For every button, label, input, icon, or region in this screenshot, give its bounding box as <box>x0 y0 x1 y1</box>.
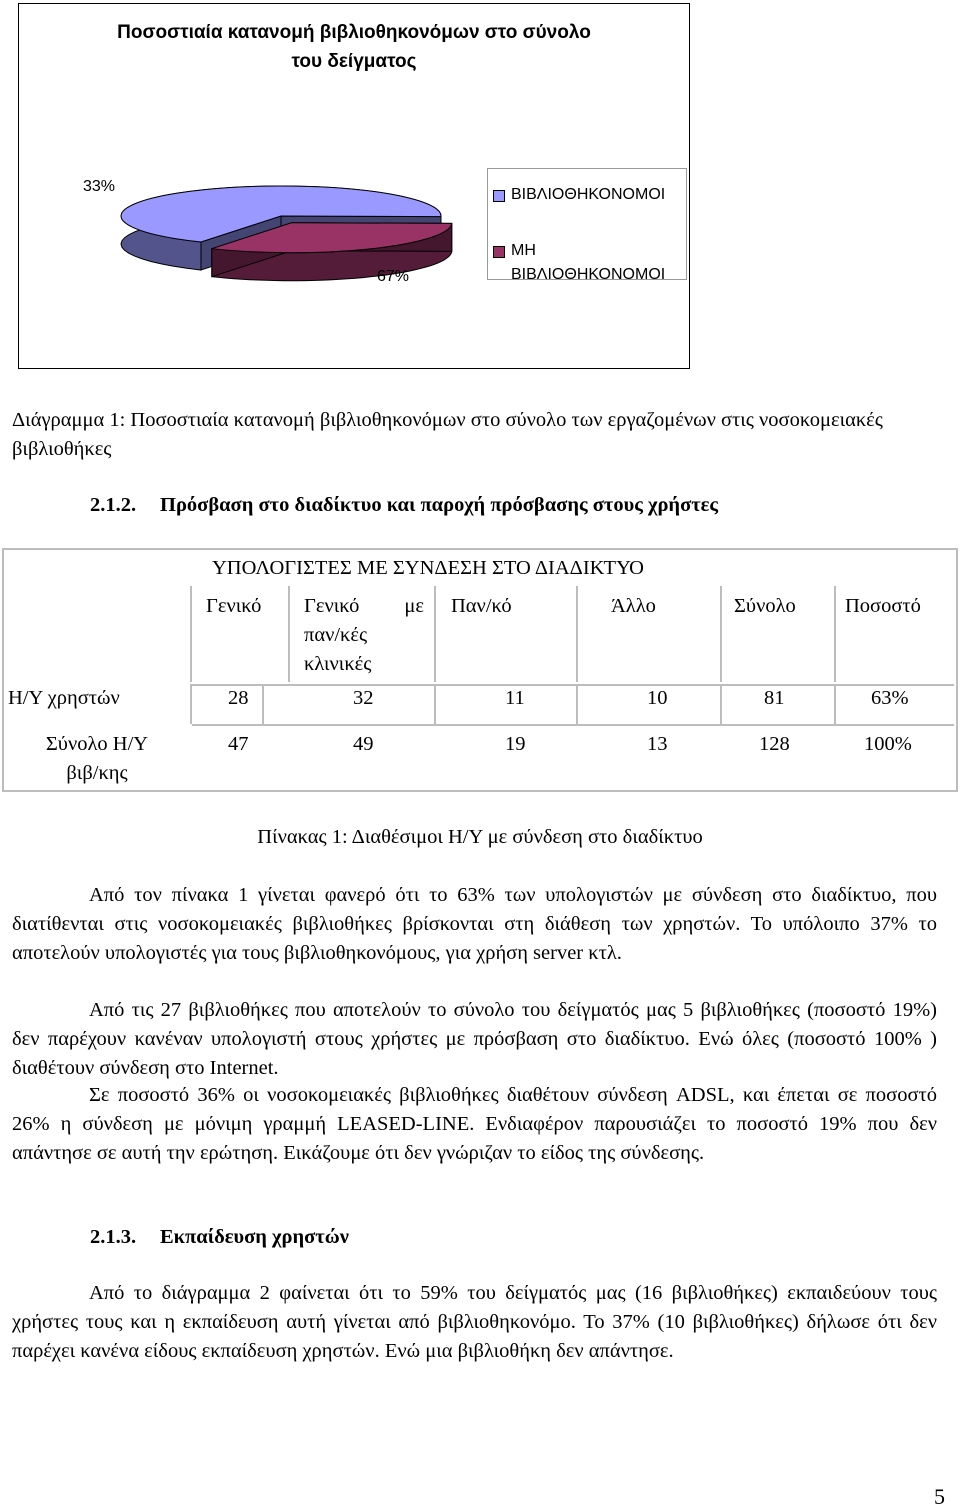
table-cell: 81 <box>764 687 785 709</box>
section-title: Πρόσβαση στο διαδίκτυο και παροχή πρόσβασης στους χρήστες <box>160 494 719 516</box>
table-col-divider <box>720 586 722 682</box>
paragraph: Σε ποσοστό 36% οι νοσοκομειακές βιβλιοθήκες διαθέτουν σύνδεση ADSL, και έπεται σε ποσοστό 26% η σύνδεση με μόνιμη γραμμή LEASED-LINE. Ενδιαφέρον παρουσιάζει το ποσοστό 19% που δεν απάντησε σε αυτή την ερώτηση. Εικάζουμε ότι δεν γνώριζαν το είδος της σύνδεσης. <box>12 1084 937 1164</box>
table-row-divider <box>192 684 954 686</box>
table-group-header: ΥΠΟΛΟΓΙΣΤΕΣ ΜΕ ΣΥΝΔΕΣΗ ΣΤΟ ΔΙΑΔΙΚΤΥΟ <box>212 557 644 579</box>
table-col-header: Άλλο <box>611 595 656 617</box>
legend-label-librarians: ΒΙΒΛΙΟΘΗΚΟΝΟΜΟΙ <box>511 186 666 203</box>
table-col-divider <box>434 684 436 724</box>
table-cell: 28 <box>228 687 249 709</box>
table-row-label: Σύνολο Η/Υ <box>45 733 149 755</box>
table-border-top <box>2 548 958 550</box>
table-caption: Πίνακας 1: Διαθέσιμοι Η/Υ με σύνδεση στο διαδίκτυο <box>257 826 703 848</box>
computers-table <box>2 548 958 792</box>
table-col-header-line: κλινικές <box>304 653 372 675</box>
legend-swatch-librarians <box>493 190 505 202</box>
table-cell: 47 <box>228 733 249 755</box>
table-cell: 32 <box>353 687 374 709</box>
table-cell: 128 <box>759 733 790 755</box>
paragraph: Από τις 27 βιβλιοθήκες που αποτελούν το σύνολο του δείγματός μας 5 βιβλιοθήκες (ποσοστό 19%) δεν παρέχουν κανέναν υπολογιστή στους χρήστες με πρόσβαση στο διαδίκτυο. Ενώ όλες (ποσοστό 100% ) διαθέτουν σύνδεση στο Internet. <box>12 999 937 1079</box>
table-col-divider <box>190 684 192 724</box>
table-cell: 100% <box>864 733 912 755</box>
table-col-header: Ποσοστό <box>845 595 921 617</box>
section-heading-2-1-3 <box>90 1223 349 1252</box>
table-col-header: Παν/κό <box>451 595 512 617</box>
table-col-divider <box>434 586 436 682</box>
figure-caption: Διάγραμμα 1: Ποσοστιαία κατανομή βιβλιοθηκονόμων στο σύνολο των εργαζομένων στις νοσοκομειακές βιβλιοθήκες <box>12 409 883 460</box>
section-heading-2-1-2 <box>90 491 718 520</box>
legend-item-librarians <box>493 187 665 207</box>
paragraph: Από τον πίνακα 1 γίνεται φανερό ότι το 63% των υπολογιστών με σύνδεση στο διαδίκτυο, που διατίθενται στις νοσοκομειακές βιβλιοθήκες βρίσκονται στη διάθεση των χρηστών. Το υπόλοιπο 37% το αποτελούν υπολογιστές για τους βιβλιοθηκονόμους, για χρήση server κτλ. <box>12 884 937 964</box>
table-col-divider <box>720 684 722 724</box>
section-number: 2.1.2. <box>90 494 137 516</box>
chart-legend <box>487 168 687 283</box>
legend-label-non-librarians: ΜΗ ΒΙΒΛΙΟΘΗΚΟΝΟΜΟΙ <box>511 242 666 283</box>
legend-swatch-non-librarians <box>493 246 505 258</box>
pie-data-label-minority: 33% <box>83 178 116 195</box>
section-title: Εκπαίδευση χρηστών <box>160 1226 349 1248</box>
table-col-header-line: παν/κές <box>304 624 368 646</box>
table-row-label-line: βιβ/κης <box>66 762 128 784</box>
table-col-divider <box>834 586 836 682</box>
pie-data-label-majority: 67% <box>377 268 410 285</box>
page-number: 5 <box>934 1484 945 1509</box>
table-cell: 13 <box>647 733 668 755</box>
table-row-divider <box>192 724 954 726</box>
paragraph: Από το διάγραμμα 2 φαίνεται ότι το 59% του δείγματός μας (16 βιβλιοθήκες) εκπαιδεύουν τους χρήστες τους και η εκπαίδευση αυτή γίνεται από βιβλιοθηκονόμο. Το 37% (10 βιβλιοθήκες) δήλωσε ότι δεν παρέχει κανένα είδους εκπαίδευση χρηστών. Ενώ μια βιβλιοθήκη δεν απάντησε. <box>12 1282 937 1362</box>
table-col-divider <box>834 684 836 724</box>
pie-chart <box>18 3 690 369</box>
pie-slices <box>121 186 452 281</box>
table-row-label: Η/Υ χρηστών <box>8 687 120 709</box>
section-number: 2.1.3. <box>90 1226 137 1248</box>
table-col-header: Γενικό με <box>304 595 424 617</box>
table-cell: 10 <box>647 687 668 709</box>
table-col-divider <box>576 684 578 724</box>
table-col-header: Γενικό <box>206 595 262 617</box>
table-col-divider <box>262 684 264 724</box>
table-cell: 63% <box>871 687 909 709</box>
table-col-divider <box>190 586 192 682</box>
table-col-header: Σύνολο <box>734 595 796 617</box>
legend-item-non-librarians <box>493 243 681 287</box>
table-cell: 19 <box>505 733 526 755</box>
table-cell: 11 <box>505 687 525 709</box>
chart-title: Ποσοστιαία κατανομή βιβλιοθηκονόμων στο σύνολο του δείγματος <box>117 22 591 72</box>
table-col-divider <box>288 586 290 682</box>
table-cell: 49 <box>353 733 374 755</box>
table-border-right <box>956 548 958 792</box>
table-col-divider <box>576 586 578 682</box>
table-border-bottom <box>2 790 958 792</box>
